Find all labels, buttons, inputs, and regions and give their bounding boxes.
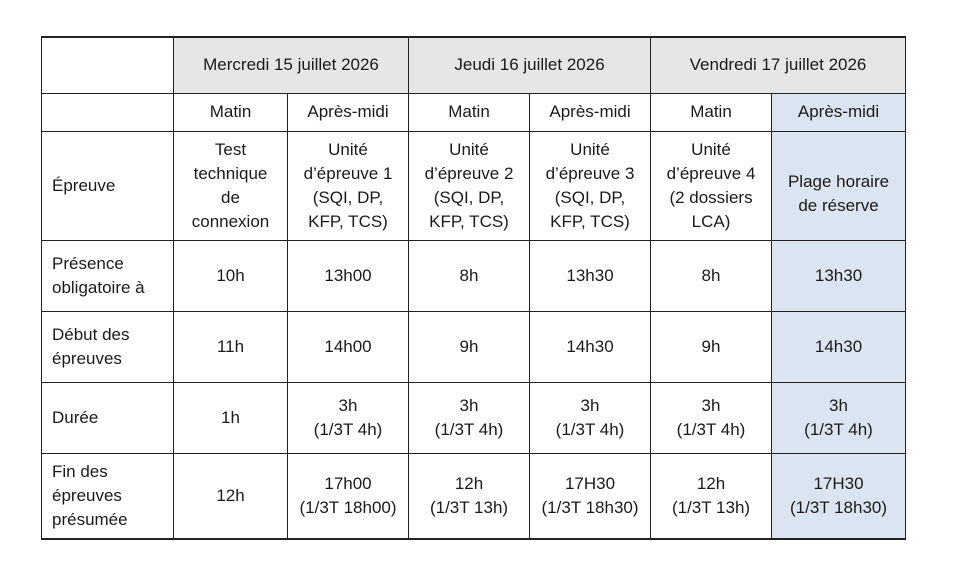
table-cell: Test technique de connexion [174,131,288,240]
table-cell: Unité d’épreuve 2 (SQI, DP, KFP, TCS) [409,131,530,240]
table-row [42,382,906,453]
table-cell: 8h [651,240,772,311]
table-cell: 1h [174,382,288,453]
table-row [42,240,906,311]
day-header-thursday: Jeudi 16 juillet 2026 [409,37,651,93]
period-cell: Matin [651,93,772,131]
table-cell: 14h00 [288,311,409,382]
table-cell: 9h [409,311,530,382]
period-cell: Après-midi [288,93,409,131]
period-cell: Matin [174,93,288,131]
table-cell: Unité d’épreuve 3 (SQI, DP, KFP, TCS) [530,131,651,240]
row-label: Fin des épreuves présumée [42,453,174,539]
table-row [42,453,906,539]
day-header-wednesday: Mercredi 15 juillet 2026 [174,37,409,93]
table-cell: 13h30 [530,240,651,311]
table-cell: 8h [409,240,530,311]
period-cell: Après-midi [530,93,651,131]
day-header-friday: Vendredi 17 juillet 2026 [651,37,906,93]
table-cell: 13h00 [288,240,409,311]
table-cell: 17H30 (1/3T 18h30) [530,453,651,539]
period-header-row [42,93,906,131]
table-cell: 3h (1/3T 4h) [530,382,651,453]
period-cell-reserve: Après-midi [772,93,906,131]
schedule-table [41,36,906,540]
table-cell: Unité d’épreuve 1 (SQI, DP, KFP, TCS) [288,131,409,240]
table-cell: 12h [174,453,288,539]
table-cell-reserve: 17H30 (1/3T 18h30) [772,453,906,539]
table-row [42,131,906,240]
table-cell: 11h [174,311,288,382]
period-cell: Matin [409,93,530,131]
row-label: Début des épreuves [42,311,174,382]
table-cell: 3h (1/3T 4h) [409,382,530,453]
day-header-row [42,37,906,93]
table-cell-reserve: Plage horaire de réserve [772,131,906,240]
table-cell: 17h00 (1/3T 18h00) [288,453,409,539]
table-cell: 3h (1/3T 4h) [288,382,409,453]
row-label: Durée [42,382,174,453]
period-corner-cell [42,93,174,131]
table-cell: 9h [651,311,772,382]
table-cell: 12h (1/3T 13h) [651,453,772,539]
table-cell-reserve: 14h30 [772,311,906,382]
table-cell: 12h (1/3T 13h) [409,453,530,539]
corner-cell [42,37,174,93]
table-cell: 10h [174,240,288,311]
table-cell-reserve: 3h (1/3T 4h) [772,382,906,453]
table-cell-reserve: 13h30 [772,240,906,311]
row-label: Présence obligatoire à [42,240,174,311]
table-row [42,311,906,382]
table-cell: 14h30 [530,311,651,382]
row-label: Épreuve [42,131,174,240]
table-cell: Unité d’épreuve 4 (2 dossiers LCA) [651,131,772,240]
table-cell: 3h (1/3T 4h) [651,382,772,453]
